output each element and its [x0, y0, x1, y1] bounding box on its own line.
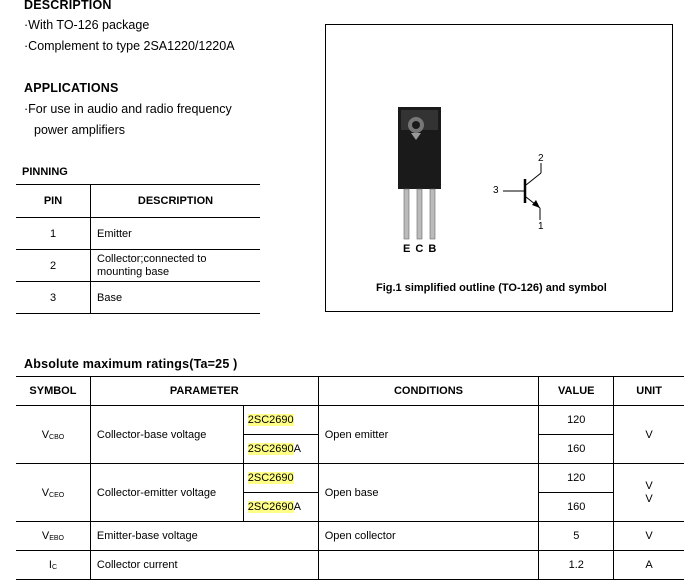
value-cell: 120 [539, 464, 614, 493]
symbol-letter: I [48, 559, 52, 571]
conditions-cell: Open emitter [318, 406, 539, 464]
unit-line-2: V [645, 492, 653, 505]
conditions-cell [318, 551, 539, 580]
symbol-subscript: C [51, 564, 57, 571]
symbol-cell [16, 551, 90, 580]
symbol-subscript: CEO [49, 491, 65, 499]
table-row [16, 282, 260, 314]
description-item-2: ·Complement to type 2SA1220/1220A [24, 39, 235, 53]
symbol-cell [16, 464, 90, 522]
symbol-pin-2-label: 2 [538, 153, 544, 164]
type-cell [243, 493, 318, 522]
symbol-subscript: CBO [49, 433, 65, 441]
pin-description-line-1: Collector;connected to [97, 252, 207, 265]
unit-column-header: UNIT [614, 377, 684, 406]
figure-caption: Fig.1 simplified outline (TO-126) and symbol [376, 282, 607, 294]
pin-description-line-2: mounting base [97, 265, 170, 278]
table-row [16, 406, 684, 435]
pinning-table [16, 184, 260, 314]
symbol-cell [16, 406, 90, 464]
type-suffix: A [293, 443, 301, 455]
applications-line-2: power amplifiers [34, 123, 126, 137]
table-row [16, 250, 260, 282]
table-row [16, 522, 684, 551]
symbol-cell [16, 522, 90, 551]
applications-heading: APPLICATIONS [24, 81, 119, 95]
ratings-table [16, 376, 684, 580]
symbol-letter: V [41, 486, 50, 499]
parameter-cell: Collector current [90, 551, 318, 580]
description-item-1: ·With TO-126 package [24, 18, 150, 32]
symbol-pin-1-label: 1 [538, 221, 544, 232]
table-row [16, 464, 684, 493]
description-column-header: DESCRIPTION [91, 185, 261, 218]
description-heading: DESCRIPTION [24, 0, 112, 12]
unit-cell [614, 464, 684, 522]
to126-package-icon [326, 25, 672, 311]
conditions-cell: Open base [318, 464, 539, 522]
pin-number: 1 [16, 218, 91, 250]
symbol-column-header: SYMBOL [16, 377, 90, 406]
table-row [16, 551, 684, 580]
type-cell [243, 464, 318, 493]
unit-cell: V [614, 406, 684, 464]
package-pin-labels: E C B [403, 243, 438, 255]
symbol-subscript: EBO [49, 535, 65, 542]
conditions-column-header: CONDITIONS [318, 377, 539, 406]
pin-description: Emitter [91, 218, 261, 250]
parameter-cell: Collector-base voltage [90, 406, 243, 464]
type-highlight: 2SC2690 [247, 472, 294, 484]
pinning-heading: PINNING [22, 166, 68, 178]
value-cell: 160 [539, 435, 614, 464]
symbol-pin-3-label: 3 [493, 185, 499, 196]
unit-cell: A [614, 551, 684, 580]
pin-number: 3 [16, 282, 91, 314]
type-highlight: 2SC2690 [247, 501, 294, 513]
type-highlight: 2SC2690 [247, 414, 294, 426]
pin-number: 2 [16, 250, 91, 282]
pin-description [91, 250, 261, 282]
symbol-letter: V [41, 428, 50, 441]
pin-column-header: PIN [16, 185, 91, 218]
type-suffix: A [293, 501, 301, 513]
value-column-header: VALUE [539, 377, 614, 406]
value-cell: 160 [539, 493, 614, 522]
value-cell: 5 [539, 522, 614, 551]
conditions-cell: Open collector [318, 522, 539, 551]
value-cell: 120 [539, 406, 614, 435]
pin-description: Base [91, 282, 261, 314]
value-cell: 1.2 [539, 551, 614, 580]
parameter-cell: Emitter-base voltage [90, 522, 318, 551]
applications-line-1: ·For use in audio and radio frequency [24, 102, 232, 116]
symbol-letter: V [41, 530, 50, 542]
pinning-header-row [16, 185, 260, 218]
ratings-heading: Absolute maximum ratings(Ta=25 ) [24, 357, 238, 371]
parameter-cell: Collector-emitter voltage [90, 464, 243, 522]
type-highlight: 2SC2690 [247, 443, 294, 455]
type-cell [243, 406, 318, 435]
parameter-column-header: PARAMETER [90, 377, 318, 406]
unit-line-1: V [645, 479, 653, 492]
unit-cell: V [614, 522, 684, 551]
type-cell [243, 435, 318, 464]
figure-box [325, 24, 673, 312]
table-row [16, 218, 260, 250]
ratings-header-row [16, 377, 684, 406]
